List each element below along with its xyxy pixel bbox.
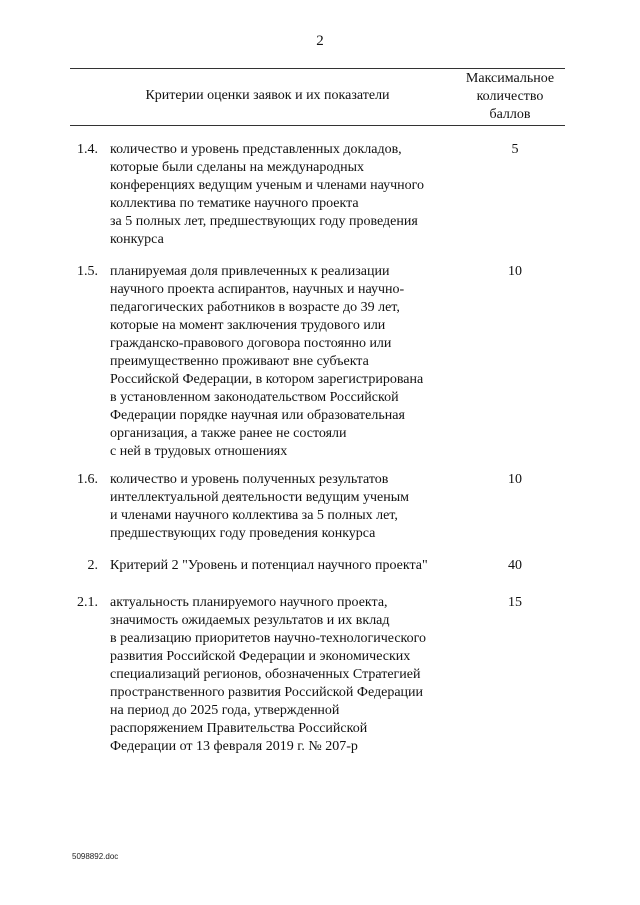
criterion-score: 10 — [508, 264, 522, 279]
criterion-text: Критерий 2 "Уровень и потенциал научного проекта" — [110, 558, 428, 573]
criterion-score: 40 — [508, 558, 522, 573]
criterion-text: количество и уровень полученных результатов интеллектуальной деятельности ведущим ученым и членами научного коллектива за 5 полных лет, предшествующих году проведения конкурса — [110, 472, 410, 541]
criterion-score: 15 — [508, 595, 522, 610]
criterion-number: 1.6. — [77, 472, 98, 487]
table-header-top-rule — [70, 68, 565, 69]
criterion-number: 1.5. — [77, 264, 98, 279]
criterion-number: 2. — [87, 558, 98, 573]
criterion-score: 5 — [511, 142, 519, 157]
header-max-score — [455, 70, 565, 124]
criterion-number: 1.4. — [77, 142, 98, 157]
document-filename: 5098892.doc — [72, 852, 119, 861]
criterion-text: планируемая доля привлеченных к реализации научного проекта аспирантов, научных и научно- педагогических работников в возрасте до 39 лет, которые на момент заключения трудового или гражданско-правового договора постоянно или преимущественно проживают вне субъекта Российской Федерации, в котором зарегистрирована в установленном законодательством Российской Федерации порядке научная или образовательная организация, а также ранее не состояли с ней в трудовых отношениях — [110, 264, 424, 459]
header-max-score-line2: количество — [476, 89, 544, 104]
header-max-score-line3: баллов — [489, 107, 531, 122]
criterion-score: 10 — [508, 472, 522, 487]
criterion-number: 2.1. — [77, 595, 98, 610]
criterion-text: количество и уровень представленных докладов, которые были сделаны на международных конференциях ведущим ученым и членами научного коллектива по тематике научного проекта за 5 полных лет, предшествующих году проведения конкурса — [110, 142, 425, 247]
header-max-score-line1: Максимальное — [465, 71, 555, 86]
criterion-text: актуальность планируемого научного проекта, значимость ожидаемых результатов и их вклад в реализацию приоритетов научно-технологического развития Российской Федерации и экономических специализаций регионов, обозначенных Стратегией пространственного развития Российской Федерации на период до 2025 года, утвержденной распоряжением Правительства Российской Федерации от 13 февраля 2019 г. № 207-р — [110, 595, 427, 754]
table-header-bottom-rule — [70, 125, 565, 126]
page-number: 2 — [316, 33, 324, 49]
header-criteria: Критерии оценки заявок и их показатели — [145, 88, 390, 103]
